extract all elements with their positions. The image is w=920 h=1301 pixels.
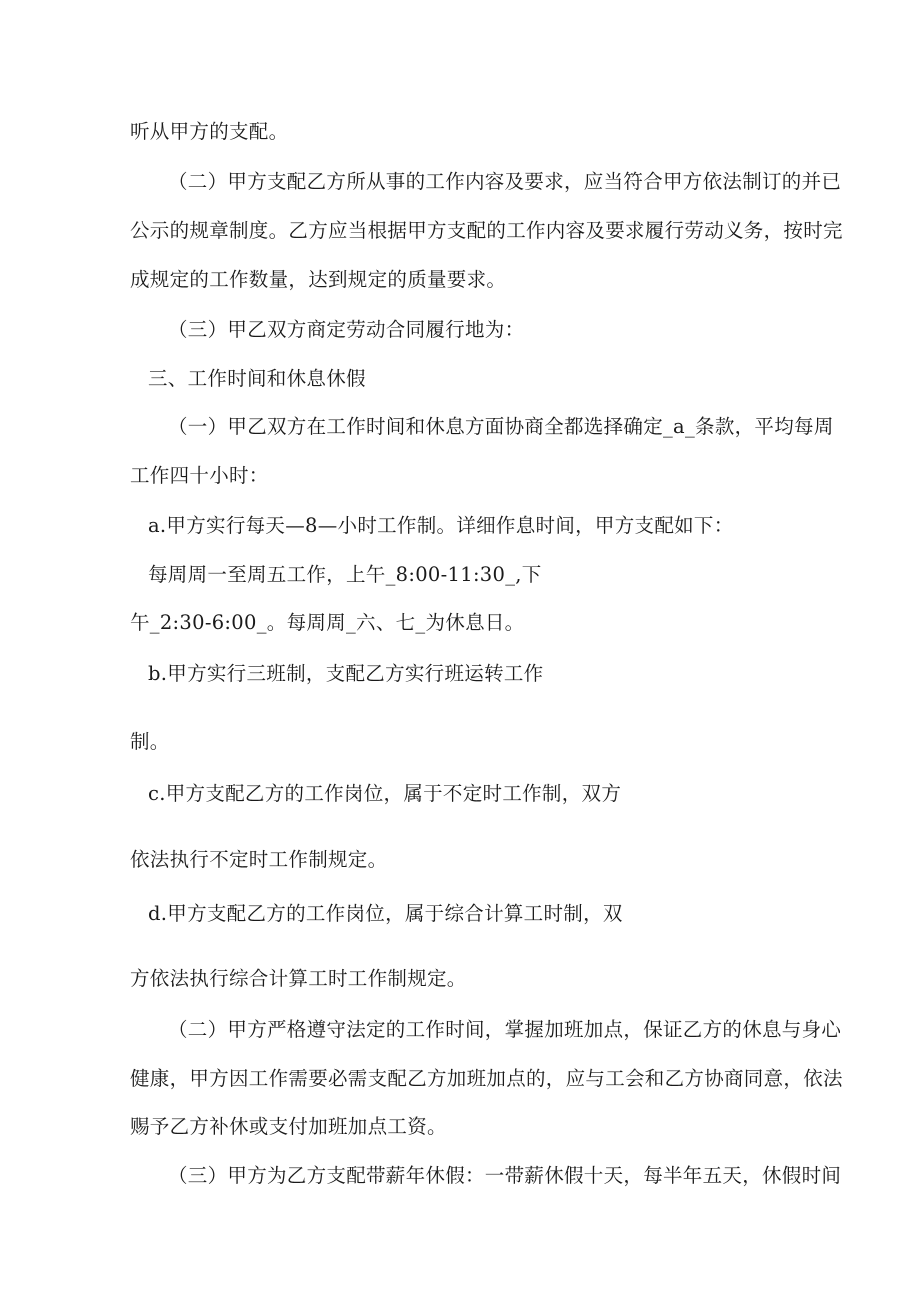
text-line-2: （二）甲方支配乙方所从事的工作内容及要求，应当符合甲方依法制订的并已	[168, 170, 842, 193]
text-line-21: （三）甲方为乙方支配带薪年休假：一带薪休假十天，每半年五天，休假时间	[168, 1164, 842, 1187]
text-line-12: b.甲方实行三班制，支配乙方实行班运转工作	[148, 662, 544, 685]
text-line-5: （三）甲乙双方商定劳动合同履行地为：	[168, 318, 525, 341]
text-line-3: 公示的规章制度。乙方应当根据甲方支配的工作内容及要求履行劳动义务，按时完	[130, 219, 843, 242]
section-heading: 三、工作时间和休息休假	[148, 367, 366, 390]
text-line-10: 每周周一至周五工作，上午_8:00-11:30_,下	[148, 563, 542, 586]
text-line-18: （二）甲方严格遵守法定的工作时间，掌握加班加点，保证乙方的休息与身心	[168, 1018, 842, 1041]
text-line-16: d.甲方支配乙方的工作岗位，属于综合计算工时制，双	[148, 902, 623, 925]
text-line-15: 依法执行不定时工作制规定。	[130, 848, 388, 871]
text-line-7: （一）甲乙双方在工作时间和休息方面协商全都选择确定_a_条款，平均每周	[168, 415, 834, 438]
text-line-8: 工作四十小时：	[130, 464, 269, 487]
text-line-17: 方依法执行综合计算工时工作制规定。	[130, 967, 467, 990]
text-line-19: 健康，甲方因工作需要必需支配乙方加班加点的，应与工会和乙方协商同意，依法	[130, 1067, 843, 1090]
text-line-20: 赐予乙方补休或支付加班加点工资。	[130, 1115, 447, 1138]
text-line-4: 成规定的工作数量，达到规定的质量要求。	[130, 268, 507, 291]
text-line-9: a.甲方实行每天—8—小时工作制。详细作息时间，甲方支配如下：	[148, 514, 734, 537]
text-line-13: 制。	[130, 730, 170, 753]
text-line-14: c.甲方支配乙方的工作岗位，属于不定时工作制，双方	[148, 782, 622, 805]
text-line-1: 听从甲方的支配。	[130, 120, 289, 143]
text-line-11: 午_2:30-6:00_。每周周_六、七_为休息日。	[130, 611, 525, 634]
